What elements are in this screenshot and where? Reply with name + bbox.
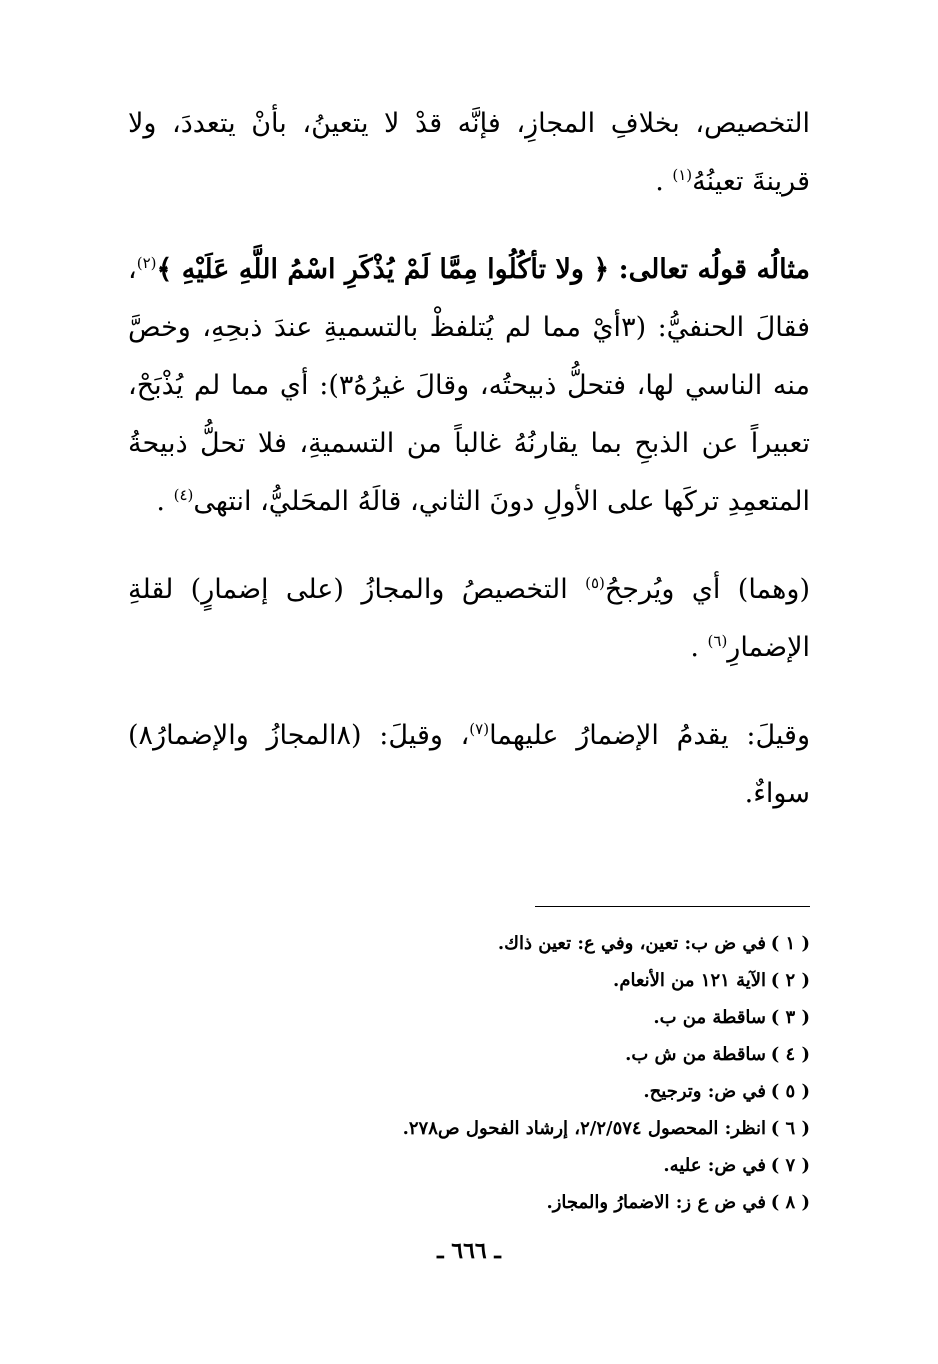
paragraph-1 <box>128 95 810 211</box>
paragraph-4-text-a: وقيلَ: يقدمُ الإضمارُ عليهما <box>489 720 810 751</box>
paragraph-1-tail: . <box>655 166 664 197</box>
footnote-number: ( ٨ ) <box>770 1192 810 1213</box>
paragraph-1-text: التخصيص، بخلافِ المجازِ، فإنَّه قدْ لا يتعينُ، بأنْ يتعددَ، ولا قرينةَ تعينُهُ <box>128 108 810 197</box>
paragraph-4-text-b: ، وقيلَ: (٨المجازُ والإضمارُ٨) سواءٌ. <box>128 720 810 809</box>
paragraph-2-tail: . <box>156 486 166 517</box>
footnote-item <box>128 1036 810 1073</box>
paragraph-3 <box>128 561 810 677</box>
footnote-number: ( ٦ ) <box>770 1118 810 1139</box>
footnote-item <box>128 962 810 999</box>
footnote-text: الآية ١٢١ من الأنعام. <box>613 970 766 991</box>
footnote-text: في ض: وترجيح. <box>643 1081 766 1102</box>
footnote-divider <box>535 906 810 907</box>
footnote-ref-5[interactable]: (٥) <box>585 574 605 592</box>
footnote-text: ساقطة من ب. <box>653 1007 766 1028</box>
footnote-item <box>128 1147 810 1184</box>
footnote-ref-1[interactable]: (١) <box>672 166 693 184</box>
footnote-ref-2[interactable]: (٢) <box>136 254 157 272</box>
footnote-item <box>128 1184 810 1221</box>
footnote-text: في ض ب: تعين، وفي ع: تعين ذاك. <box>497 933 766 954</box>
footnote-number: ( ٥ ) <box>770 1081 810 1102</box>
footnote-item <box>128 1110 810 1147</box>
footnote-number: ( ٧ ) <box>770 1155 810 1176</box>
footnote-text: انظر: المحصول ٢/٢/٥٧٤، إرشاد الفحول ص٢٧٨. <box>402 1118 766 1139</box>
footnote-text: في ض: عليه. <box>663 1155 766 1176</box>
paragraph-3-tail: . <box>690 632 699 663</box>
footnote-text: في ض ع ز: الاضمارُ والمجاز. <box>546 1192 766 1213</box>
footnote-number: ( ١ ) <box>770 933 810 954</box>
footnote-ref-4[interactable]: (٤) <box>173 486 194 504</box>
footnote-number: ( ٤ ) <box>770 1044 810 1065</box>
quran-verse: مثالُه قولُه تعالى: ﴿ ولا تأكُلُوا مِمَّا لَمْ يُذْكَرِ اسْمُ اللَّهِ عَلَيْهِ ﴾ <box>156 254 810 285</box>
footnote-ref-6[interactable]: (٦) <box>707 632 728 650</box>
footnote-text: ساقطة من ش ب. <box>625 1044 766 1065</box>
footnotes <box>128 925 810 1221</box>
footnote-item <box>128 925 810 962</box>
page-number: ـ ٦٦٦ ـ <box>437 1238 501 1264</box>
footnote-number: ( ٢ ) <box>770 970 810 991</box>
footnote-item <box>128 999 810 1036</box>
paragraph-2 <box>128 241 810 531</box>
paragraph-4 <box>128 707 810 823</box>
footnote-ref-7[interactable]: (٧) <box>469 720 490 738</box>
footnote-number: ( ٣ ) <box>770 1007 810 1028</box>
paragraph-3-text-b: التخصيصُ والمجازُ (على إضمارٍ) لقلةِ الإضمارِ <box>128 574 810 663</box>
main-text <box>128 95 810 853</box>
footnote-item <box>128 1073 810 1110</box>
paragraph-2-text: ، فقالَ الحنفيُّ: (٣أيْ مما لم يُتلفظْ بالتسميةِ عندَ ذبحِهِ، وخصَّ منه الناسي لها، فتحلُّ ذبيحتُه، وقالَ غيرُهُ٣): أي مما لم يُذْبَحْ، تعبيراً عن الذبحِ بما يقارنُهُ غالباً من التسميةِ، فلا تحلُّ ذبيحةُ المتعمِدِ تركَها على الأولِ دونَ الثاني، قالَهُ المحَليُّ، انتهى <box>128 254 811 517</box>
paragraph-3-text-a: (وهما) أي ويُرجحُ <box>604 574 810 605</box>
